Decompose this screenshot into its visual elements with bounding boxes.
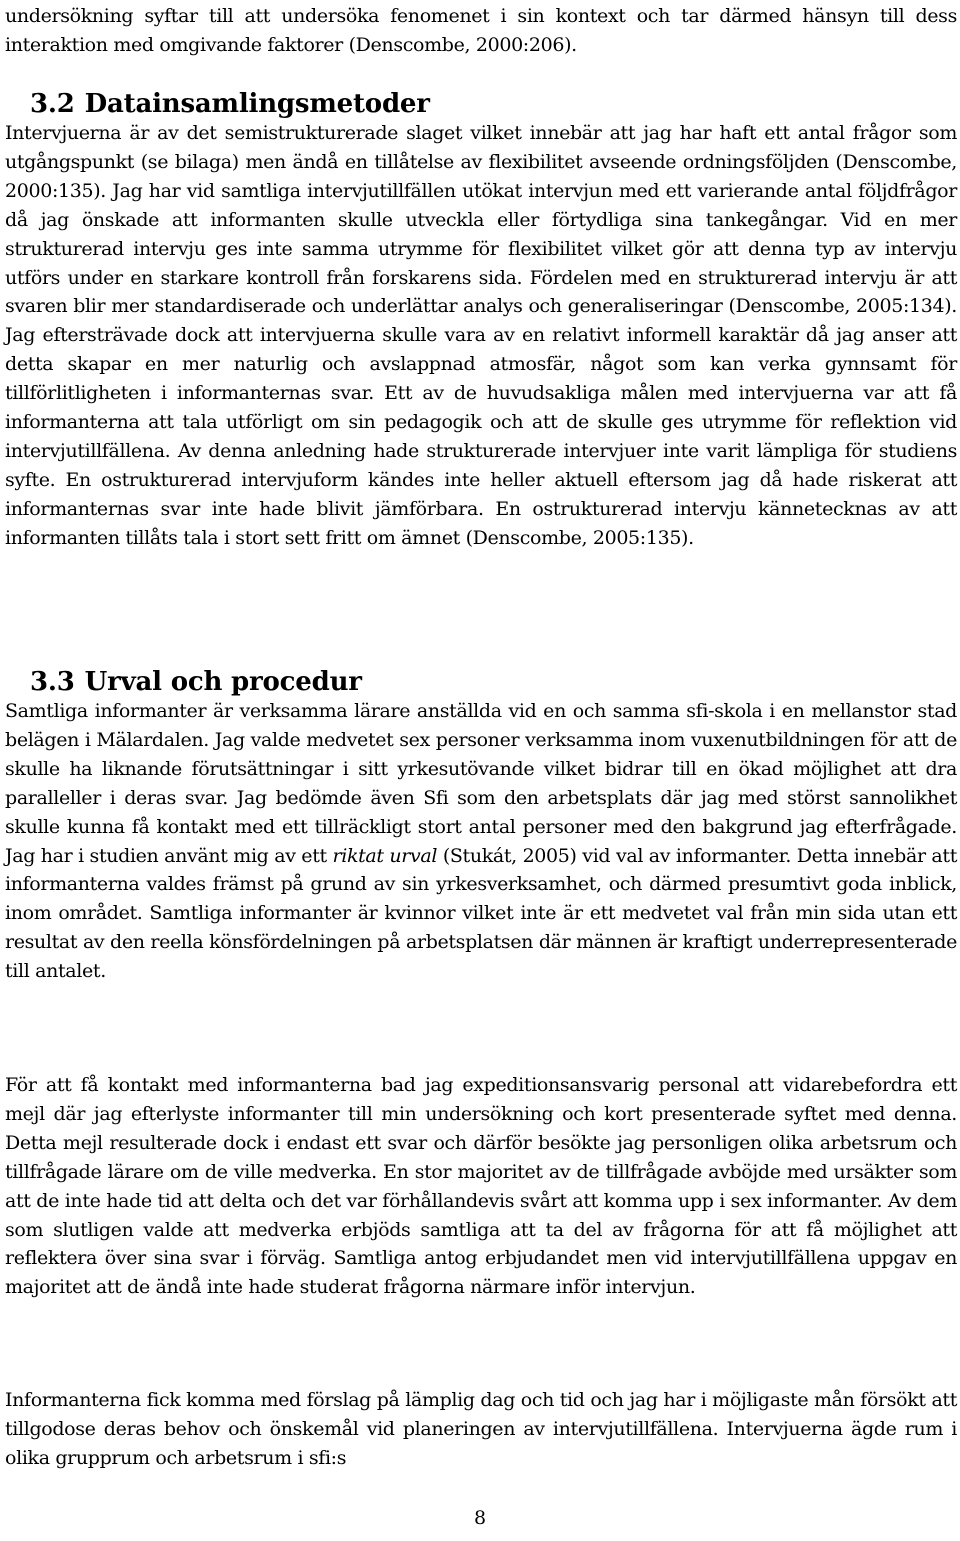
section-number: 3.3 (30, 667, 75, 697)
section-number: 3.2 (30, 89, 75, 119)
section-title: Datainsamlingsmetoder (84, 89, 430, 119)
page-number: 8 (473, 1507, 487, 1529)
text-run: Samtliga informanter är verksamma lärare anställda vid en och samma sfi-skola i en mellanstor stad belägen i Mälardalen. Jag valde medvetet sex personer verksamma inom vuxenutbildningen för att de skulle ha liknande förutsättningar i sitt yrkesutövande vilket bidrar till en ökad möjlighet att dra paralleller i deras svar. Jag bedömde även Sfi som den arbetsplats där jag med störst sannolikhet skulle kunna få kontakt med ett tillräckligt stort antal personer med den bakgrund jag efterfrågade. Jag har i studien använt mig av ett (5, 700, 957, 867)
section-heading-datainsamlingsmetoder (30, 89, 430, 119)
paragraph-urval-2: För att få kontakt med informanterna bad jag expeditionsansvarig personal att vidarebefordra ett mejl där jag efterlyste informanter till min undersökning och kort presenterade syftet med denna. Detta mejl resulterade dock i endast ett svar och därför besökte jag personligen olika arbetsrum och tillfrågade lärare om de ville medverka. En stor majoritet av de tillfrågade avböjde med ursäkter som att de inte hade tid att delta och det var förhållandevis svårt att komma upp i sex informanter. Av dem som slutligen valde att medverka erbjöds samtliga att ta del av frågorna för att få möjlighet att reflektera över sina svar i förväg. Samtliga antog erbjudandet men vid intervjutillfällena uppgav en majoritet att de ändå inte hade studerat frågorna närmare inför intervjun. (5, 1074, 957, 1299)
section-title: Urval och procedur (84, 667, 362, 697)
text-run: (Stukát, 2005) vid val av informanter. Detta innebär att informanterna valdes främst på grund av sin yrkesverksamhet, och därmed presumtivt goda inblick, inom området. Samtliga informanter är kvinnor vilket inte är ett medvetet val från min sida utan ett resultat av den reella könsfördelningen på arbetsplatsen där männen är kraftigt underrepresenterade till antalet. (5, 844, 957, 983)
paragraph-datainsamlingsmetoder: Intervjuerna är av det semistrukturerade slaget vilket innebär att jag har haft ett antal frågor som utgångspunkt (se bilaga) men ändå en tillåtelse av flexibilitet avseende ordningsföljden (Denscombe, 2000:135). Jag har vid samtliga intervjutillfällen utökat intervjun med ett varierande antal följdfrågor då jag önskade att informanten skulle utveckla eller förtydliga sina tankegångar. Vid en mer strukturerad intervju ges inte samma utrymme för flexibilitet vilket gör att denna typ av intervju utförs under en starkare kontroll från forskarens sida. Fördelen med en strukturerad intervju är att svaren blir mer standardiserade och underlättar analys och generaliseringar (Denscombe, 2005:134). Jag eftersträvade dock att intervjuerna skulle vara av en relativt informell karaktär då jag anser att detta skapar en mer naturlig och avslappnad atmosfär, något som kan verka gynnsamt för tillförlitligheten i informanternas svar. Ett av de huvudsakliga målen med intervjuerna var att få informanterna att tala utförligt om sin pedagogik och att de skulle ges utrymme för reflektion vid intervjutillfällena. Av denna anledning hade strukturerade intervjuer inte varit lämpliga för studiens syfte. En ostrukturerad intervjuform kändes inte heller aktuell eftersom jag då hade riskerat att informanternas svar inte hade blivit jämförbara. En ostrukturerad intervju kännetecknas av att informanten tillåts tala i stort sett fritt om ämnet (Denscombe, 2005:135). (5, 122, 957, 549)
italic-term: riktat urval (332, 844, 438, 867)
paragraph-continued: undersökning syftar till att undersöka fenomenet i sin kontext och tar därmed hänsyn till dess interaktion med omgivande faktorer (Denscombe, 2000:206). (5, 5, 957, 56)
paragraph-urval-1 (5, 697, 957, 986)
paragraph-urval-3: Informanterna fick komma med förslag på lämplig dag och tid och jag har i möjligaste mån försökt att tillgodose deras behov och önskemål vid planeringen av intervjutillfällena. Intervjuerna ägde rum i olika grupprum och arbetsrum i sfi:s (5, 1389, 957, 1469)
section-heading-urval-och-procedur (30, 667, 362, 697)
